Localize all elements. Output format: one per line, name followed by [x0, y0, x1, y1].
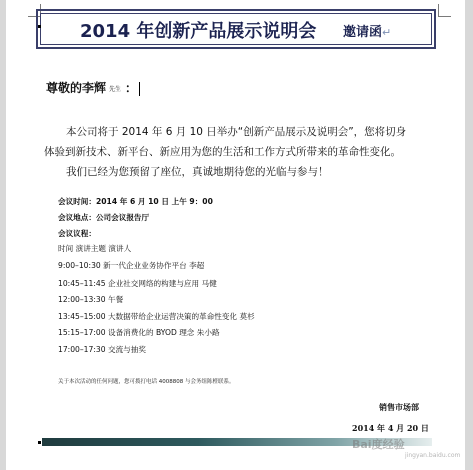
agenda-item: 9:00–10:30 新一代企业业务协作平台 李超 — [58, 261, 205, 270]
contact-note: 关于本次活动的任何问题，您可拨打电话 4008808 与会务组陈橙联系。 — [58, 379, 235, 385]
page-edge-left — [0, 0, 6, 470]
invitation-title: 2014 年创新产品展示说明会 — [80, 21, 317, 42]
body-line-3: 我们已经为您预留了座位，真诚地期待您的光临与参与！ — [66, 166, 329, 178]
salutation — [44, 79, 140, 96]
signature-date: 2014 年 4 月 20 日 — [352, 423, 429, 433]
crop-mark-top-right — [438, 4, 451, 17]
paragraph-mark-icon: ↵ — [382, 26, 392, 39]
invitation-subtitle — [343, 21, 391, 40]
agenda-item: 13:45–15:00 大数据带给企业运营决策的革命性变化 莫杉 — [58, 312, 255, 321]
watermark-url: jingyan.baidu.com — [405, 452, 461, 459]
footer-bullet — [38, 441, 41, 444]
subtitle-text: 邀请函 — [343, 25, 383, 40]
signature-department: 销售市场部 — [379, 403, 419, 412]
agenda-item: 12:00–13:30 午餐 — [58, 295, 124, 304]
salutation-colon: ： — [125, 81, 138, 95]
meeting-time: 会议时间：2014 年 6 月 10 日 上午 9：00 — [58, 197, 213, 206]
agenda-label: 会议议程： — [58, 229, 96, 238]
agenda-header: 时间 演讲主题 演讲人 — [58, 244, 132, 253]
watermark-logo: Bai度经验 — [352, 438, 405, 451]
page-edge-right — [465, 0, 473, 470]
body-line-2: 体验到新技术、新平台、新应用为您的生活和工作方式所带来的革命性变化。 — [44, 146, 401, 158]
agenda-item: 17:00–17:30 交流与抽奖 — [58, 345, 146, 354]
header-bullet — [38, 25, 41, 28]
recipient-name: 尊敬的李辉 — [46, 81, 107, 95]
text-cursor[interactable] — [139, 82, 140, 96]
agenda-item: 15:15–17:00 设备消费化的 BYOD 理念 朱小路 — [58, 328, 220, 337]
agenda-item: 10:45–11:45 企业社交网络的构建与应用 马健 — [58, 279, 217, 288]
body-line-1: 本公司将于 2014 年 6 月 10 日举办“创新产品展示及说明会”，您将切身 — [66, 126, 407, 138]
recipient-honorific: 先生 — [109, 86, 122, 93]
meeting-place: 会议地点：公司会议报告厅 — [58, 213, 150, 222]
